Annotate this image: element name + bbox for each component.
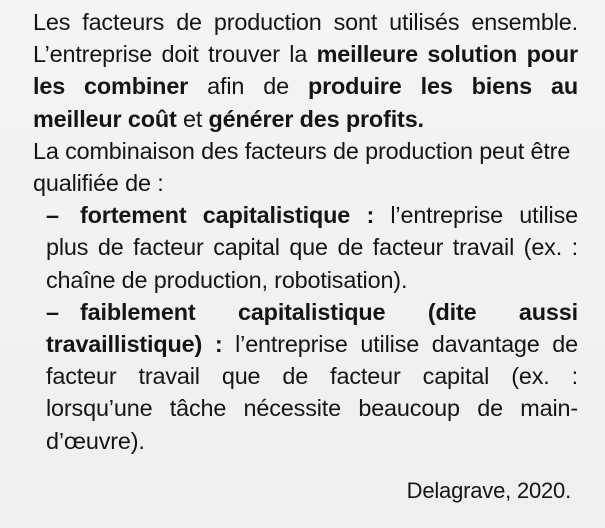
intro-bold-profits: générer des profits. (208, 105, 424, 132)
intro-text-part2: afin de (188, 73, 308, 100)
list-item-low-capital (33, 296, 578, 457)
combination-paragraph: La combinaison des facteurs de production peut être qualifiée de : (33, 137, 571, 197)
intro-paragraph (33, 6, 578, 135)
item-definition-high-capital: l’entreprise utilise plus de facteur capital que de facteur travail (ex. : chaîne de production, robotisation). (46, 202, 579, 293)
document-body (33, 6, 578, 457)
source-citation: Delagrave, 2020. (406, 478, 571, 503)
intro-text-part1: Les facteurs de production sont utilisés ensemble. L’entreprise doit trouver la (33, 9, 578, 68)
intro-bold-cost: produire les biens au meilleur coût (33, 73, 578, 132)
list-dash: – (46, 298, 59, 325)
item-term-high-capital: fortement capitalistique : (80, 202, 375, 229)
list-item-high-capital (33, 199, 578, 296)
list-dash: – (46, 202, 59, 229)
intro-bold-combine: meilleure solution pour les combiner (33, 41, 578, 100)
item-definition-low-capital: l’entreprise utilise davantage de facteur travail que de facteur capital (ex. : lorsqu’une tâche nécessite beaucoup de main-d’œuvre). (46, 331, 578, 454)
intro-text-part3: et (176, 105, 209, 132)
item-term-low-capital: faiblement capitalistique (dite aussi travaillistique) : (46, 298, 578, 358)
